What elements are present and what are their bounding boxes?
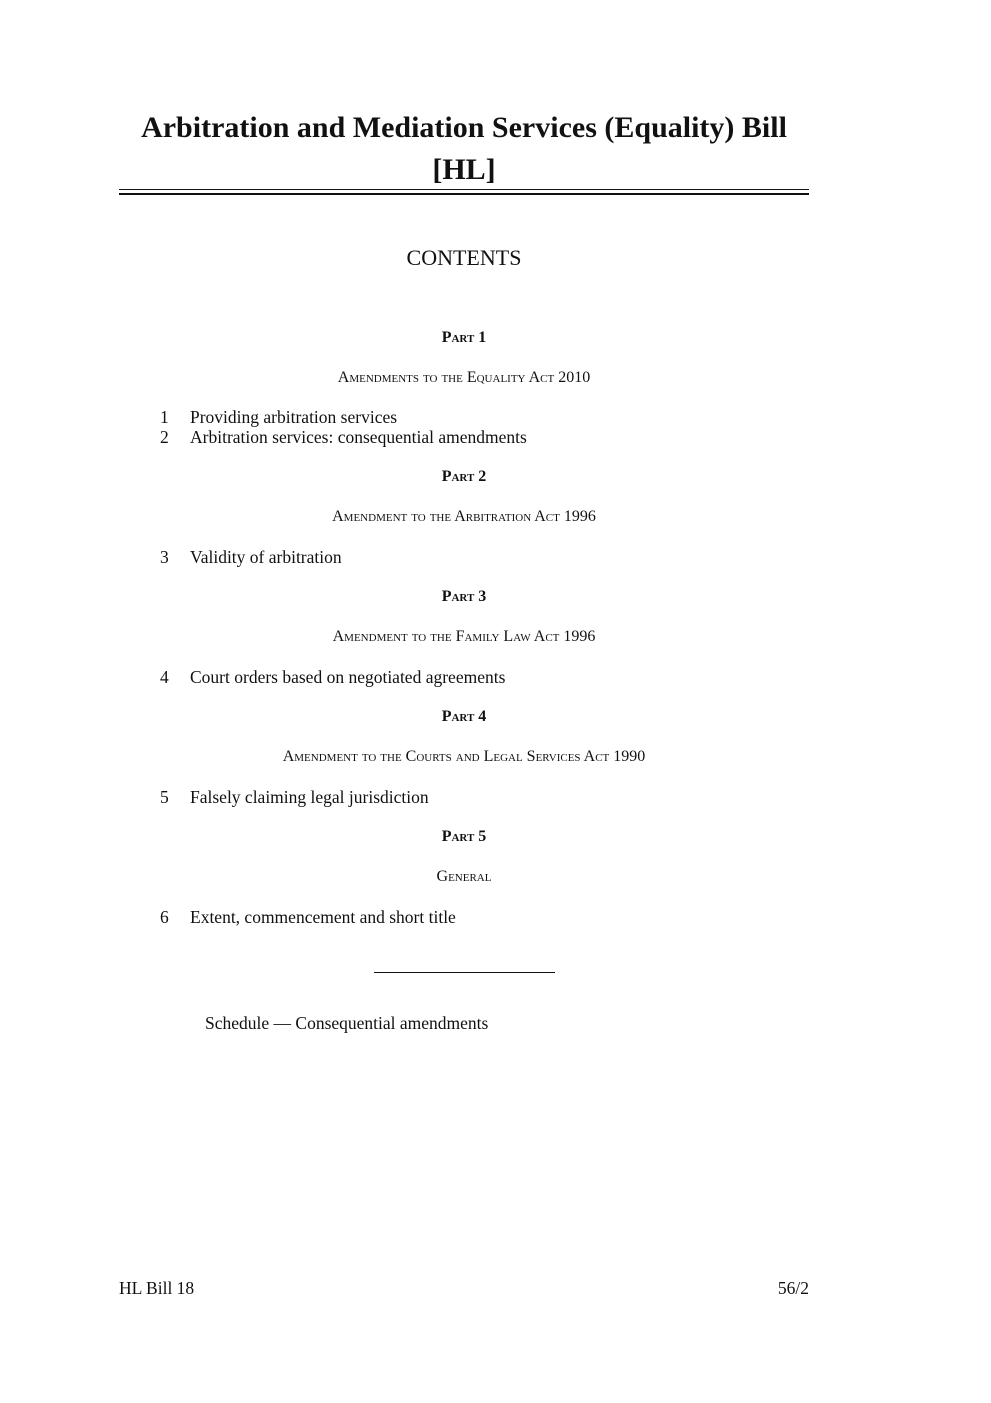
footer-bill-number: HL Bill 18 xyxy=(119,1278,195,1298)
part-2-label: Part 2 xyxy=(441,468,487,485)
part-1-heading: Amendments to the Equality Act 2010 xyxy=(337,369,591,386)
title-rule-thick xyxy=(119,193,809,195)
bill-title: Arbitration and Mediation Services (Equality) Bill xyxy=(141,111,787,144)
title-rule-thin xyxy=(119,189,809,190)
part-1-label: Part 1 xyxy=(441,329,487,346)
part-3-heading: Amendment to the Family Law Act 1996 xyxy=(332,628,596,645)
schedule-link[interactable]: Schedule — Consequential amendments xyxy=(205,1013,489,1033)
part-5-heading: General xyxy=(436,868,492,885)
footer-reference: 56/2 xyxy=(777,1278,809,1298)
bill-title-hl: [HL] xyxy=(432,153,496,186)
divider-rule xyxy=(374,972,555,973)
contents-heading: CONTENTS xyxy=(406,245,522,270)
part-4-heading: Amendment to the Courts and Legal Services Act 1990 xyxy=(282,748,646,765)
part-4-label: Part 4 xyxy=(441,708,487,725)
part-2-heading: Amendment to the Arbitration Act 1996 xyxy=(332,508,596,525)
part-3-label: Part 3 xyxy=(441,588,487,605)
part-5-label: Part 5 xyxy=(441,828,487,845)
